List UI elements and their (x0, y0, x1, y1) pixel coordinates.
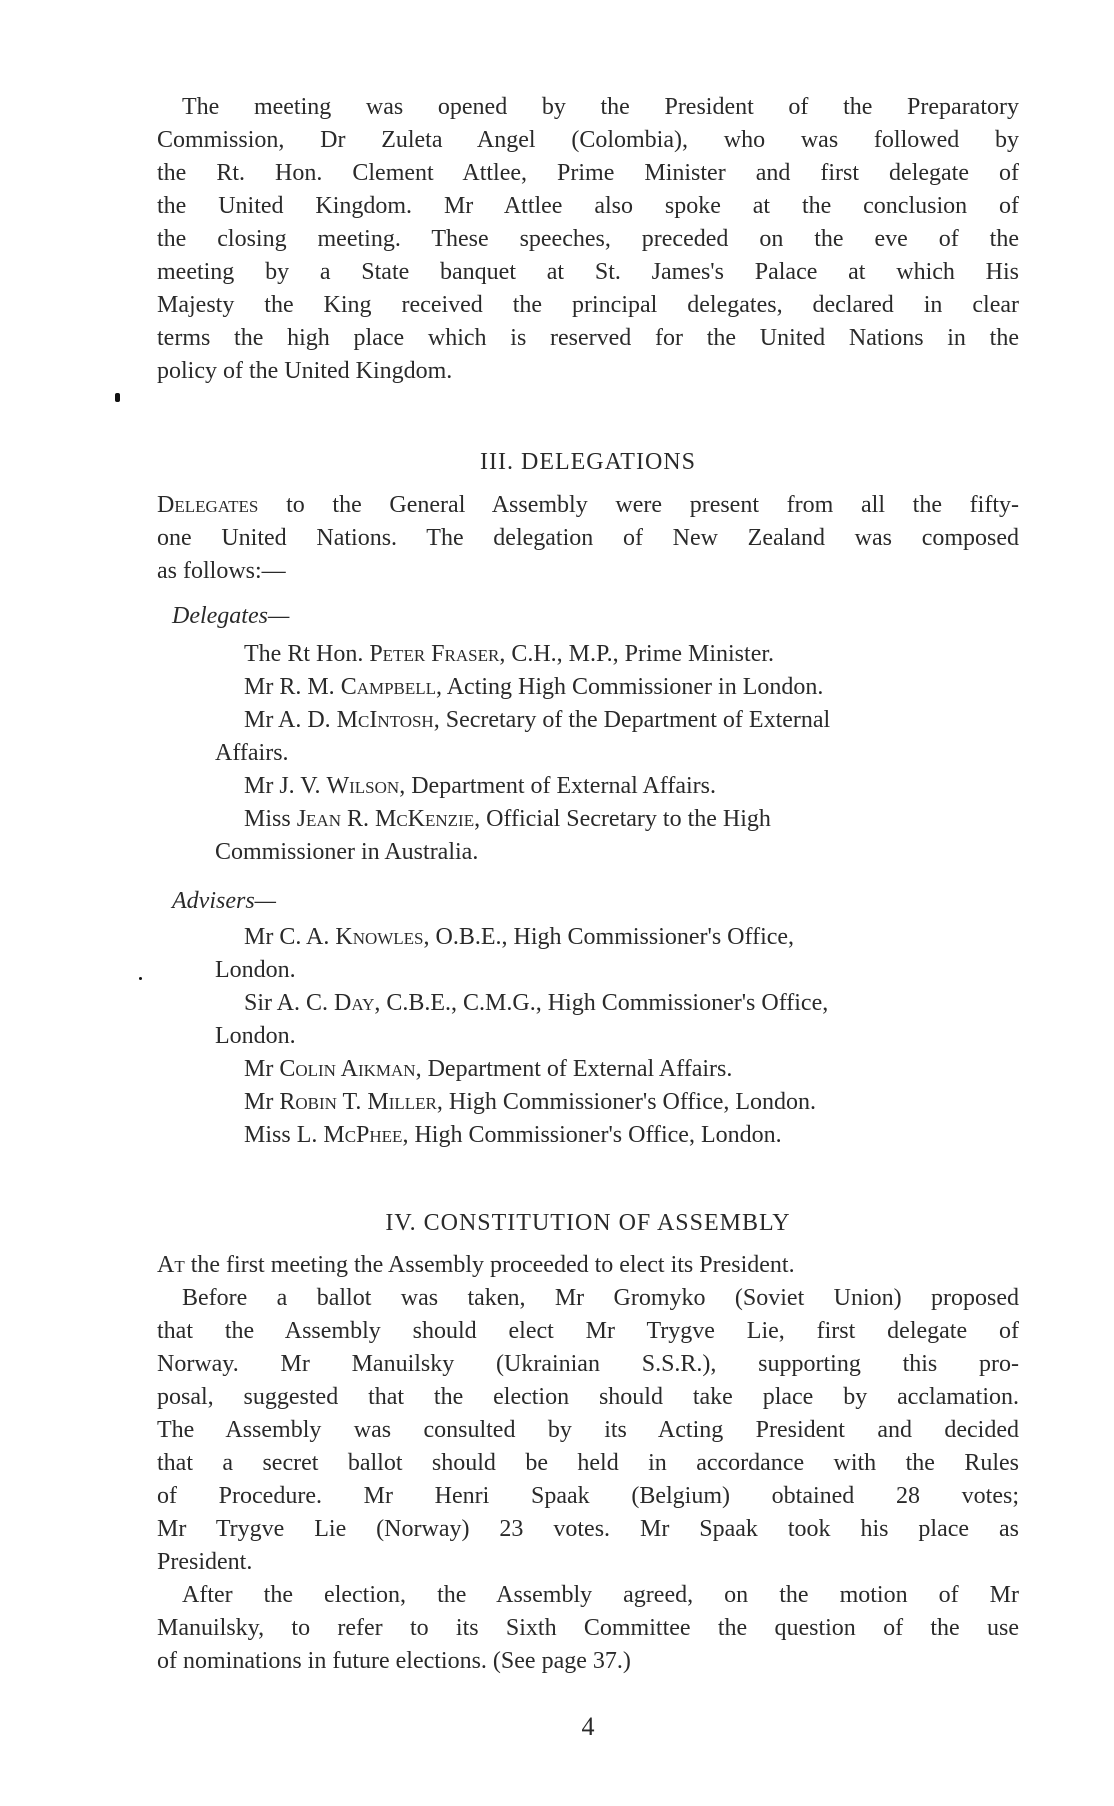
text-segment: Commission, Dr Zuleta Angel (Colombia), who was followed by (157, 127, 1019, 153)
list-item (157, 638, 1019, 671)
constitution-text (157, 1249, 1019, 1678)
text-segment: Mr Trygve Lie (Norway) 23 votes. Mr Spaak took his place as (157, 1516, 1019, 1542)
text-line (157, 289, 1019, 322)
text-line (157, 1249, 1019, 1282)
text-line (157, 1348, 1019, 1381)
text-segment: Mr R. M. (244, 674, 341, 700)
text-segment: Before a ballot was taken, Mr Gromyko (Soviet Union) proposed (182, 1285, 1019, 1311)
paragraph (157, 1249, 1019, 1282)
text-line (157, 1513, 1019, 1546)
text-segment: , Department of External Affairs. (415, 1056, 733, 1082)
text-segment: one United Nations. The delegation of New Zealand was composed (157, 525, 1019, 551)
text-line (157, 638, 1019, 671)
text-line (157, 1645, 1019, 1678)
text-segment: The Rt Hon. (244, 641, 370, 667)
text-segment: , Official Secretary to the High (474, 806, 771, 832)
text-line (157, 1315, 1019, 1348)
list-item (157, 770, 1019, 803)
text-segment: , C.H., M.P., Prime Minister. (499, 641, 775, 667)
text-line (157, 737, 1019, 770)
text-segment: the closing meeting. These speeches, preceded on the eve of the (157, 226, 1019, 252)
text-segment: After the election, the Assembly agreed, on the motion of Mr (182, 1582, 1019, 1608)
text-line (157, 555, 1019, 588)
text-segment: , High Commissioner's Office, London. (436, 1089, 817, 1115)
small-caps-text: At (157, 1252, 185, 1278)
text-segment: President. (157, 1549, 253, 1575)
delegations-paragraph (157, 489, 1019, 588)
small-caps-text: Knowles (335, 924, 424, 950)
text-segment: to the General Assembly were present from all the fifty- (258, 492, 1019, 518)
small-caps-text: Robin (279, 1089, 337, 1115)
section-heading-constitution: IV. CONSTITUTION OF ASSEMBLY (385, 1210, 791, 1236)
text-line (157, 124, 1019, 157)
text-segment: Mr A. D. (244, 707, 337, 733)
text-line (157, 223, 1019, 256)
small-caps-text: McKenzie (374, 806, 475, 832)
text-segment: , High Commissioner's Office, London. (402, 1122, 782, 1148)
text-segment: that the Assembly should elect Mr Trygve Lie, first delegate of (157, 1318, 1019, 1344)
text-segment: the Rt. Hon. Clement Attlee, Prime Minister and first delegate of (157, 160, 1019, 186)
text-segment: Miss (244, 806, 297, 832)
text-line (157, 987, 1019, 1020)
small-caps-text: McIntosh (336, 707, 434, 733)
text-segment: Mr (244, 1089, 280, 1115)
text-line (157, 1020, 1019, 1053)
text-segment: T. (336, 1089, 368, 1115)
list-item (157, 1086, 1019, 1119)
text-segment: the first meeting the Assembly proceeded to elect its President. (184, 1252, 795, 1278)
text-segment: , O.B.E., High Commissioner's Office, (423, 924, 795, 950)
text-line (157, 1086, 1019, 1119)
text-segment: Affairs. (215, 740, 289, 766)
section-heading-delegations: III. DELEGATIONS (480, 449, 696, 475)
text-line (157, 1579, 1019, 1612)
small-caps-text: Day (334, 990, 375, 1016)
list-item (157, 704, 1019, 770)
text-line (157, 1447, 1019, 1480)
delegates-list (157, 638, 1019, 869)
text-segment: London. (215, 1023, 296, 1049)
list-item (157, 671, 1019, 704)
scan-speck (115, 393, 120, 402)
delegates-label: Delegates— (172, 603, 290, 629)
text-segment: Sir A. C. (244, 990, 335, 1016)
text-line (157, 355, 1019, 388)
text-line (157, 1414, 1019, 1447)
scan-speck (139, 977, 142, 980)
small-caps-text: Wilson (326, 773, 400, 799)
small-caps-text: Miller (367, 1089, 437, 1115)
text-segment: Miss L. (244, 1122, 324, 1148)
list-item (157, 921, 1019, 987)
text-segment: terms the high place which is reserved for the United Nations in the (157, 325, 1019, 351)
text-segment: meeting by a State banquet at St. James's Palace at which His (157, 259, 1019, 285)
text-segment: policy of the United Kingdom. (157, 358, 453, 384)
small-caps-text: Campbell (340, 674, 437, 700)
text-line (157, 522, 1019, 555)
text-line (157, 1282, 1019, 1315)
page-number: 4 (581, 1712, 595, 1741)
advisers-list (157, 921, 1019, 1152)
text-line (157, 157, 1019, 190)
text-segment: R. (340, 806, 375, 832)
paragraph (157, 1282, 1019, 1579)
text-segment: that a secret ballot should be held in accordance with the Rules (157, 1450, 1019, 1476)
text-line (157, 803, 1019, 836)
page-body (157, 91, 1019, 1743)
text-segment: Commissioner in Australia. (215, 839, 479, 865)
text-segment: London. (215, 957, 296, 983)
small-caps-text: McPhee (323, 1122, 403, 1148)
text-segment: The meeting was opened by the President of the Preparatory (182, 94, 1019, 120)
list-item (157, 1053, 1019, 1086)
text-segment: Mr C. A. (244, 924, 336, 950)
text-line (157, 190, 1019, 223)
text-line (157, 1053, 1019, 1086)
small-caps-text: Colin Aikman (279, 1056, 416, 1082)
text-segment: Norway. Mr Manuilsky (Ukrainian S.S.R.), supporting this pro- (157, 1351, 1019, 1377)
text-line (157, 704, 1019, 737)
small-caps-text: Jean (296, 806, 341, 832)
text-segment: of nominations in future elections. (See page 37.) (157, 1648, 631, 1674)
text-line (157, 91, 1019, 124)
text-line (157, 770, 1019, 803)
text-line (157, 1612, 1019, 1645)
text-segment: the United Kingdom. Mr Attlee also spoke at the conclusion of (157, 193, 1019, 219)
text-line (157, 1480, 1019, 1513)
list-item (157, 1119, 1019, 1152)
text-segment: Manuilsky, to refer to its Sixth Committee the question of the use (157, 1615, 1019, 1641)
text-line (157, 322, 1019, 355)
text-line (157, 1119, 1019, 1152)
text-line (157, 954, 1019, 987)
text-segment: , Department of External Affairs. (399, 773, 716, 799)
text-line (157, 1381, 1019, 1414)
text-segment: as follows:— (157, 558, 286, 584)
small-caps-text: Peter Fraser (369, 641, 500, 667)
small-caps-text: Delegates (157, 492, 259, 518)
list-item (157, 803, 1019, 869)
text-segment: The Assembly was consulted by its Acting President and decided (157, 1417, 1019, 1443)
list-item (157, 987, 1019, 1053)
text-line (157, 489, 1019, 522)
text-segment: Mr (244, 1056, 280, 1082)
text-line (157, 671, 1019, 704)
paragraph (157, 1579, 1019, 1678)
text-segment: posal, suggested that the election should take place by acclamation. (157, 1384, 1019, 1410)
advisers-label: Advisers— (172, 888, 276, 914)
text-segment: Majesty the King received the principal delegates, declared in clear (157, 292, 1019, 318)
text-line (157, 256, 1019, 289)
text-segment: , Secretary of the Department of External (433, 707, 831, 733)
text-segment: Mr J. V. (244, 773, 327, 799)
text-line (157, 921, 1019, 954)
text-line (157, 836, 1019, 869)
text-line (157, 1546, 1019, 1579)
text-segment: , C.B.E., C.M.G., High Commissioner's Office, (374, 990, 829, 1016)
text-segment: of Procedure. Mr Henri Spaak (Belgium) obtained 28 votes; (157, 1483, 1019, 1509)
text-segment: , Acting High Commissioner in London. (436, 674, 824, 700)
intro-paragraph (157, 91, 1019, 388)
